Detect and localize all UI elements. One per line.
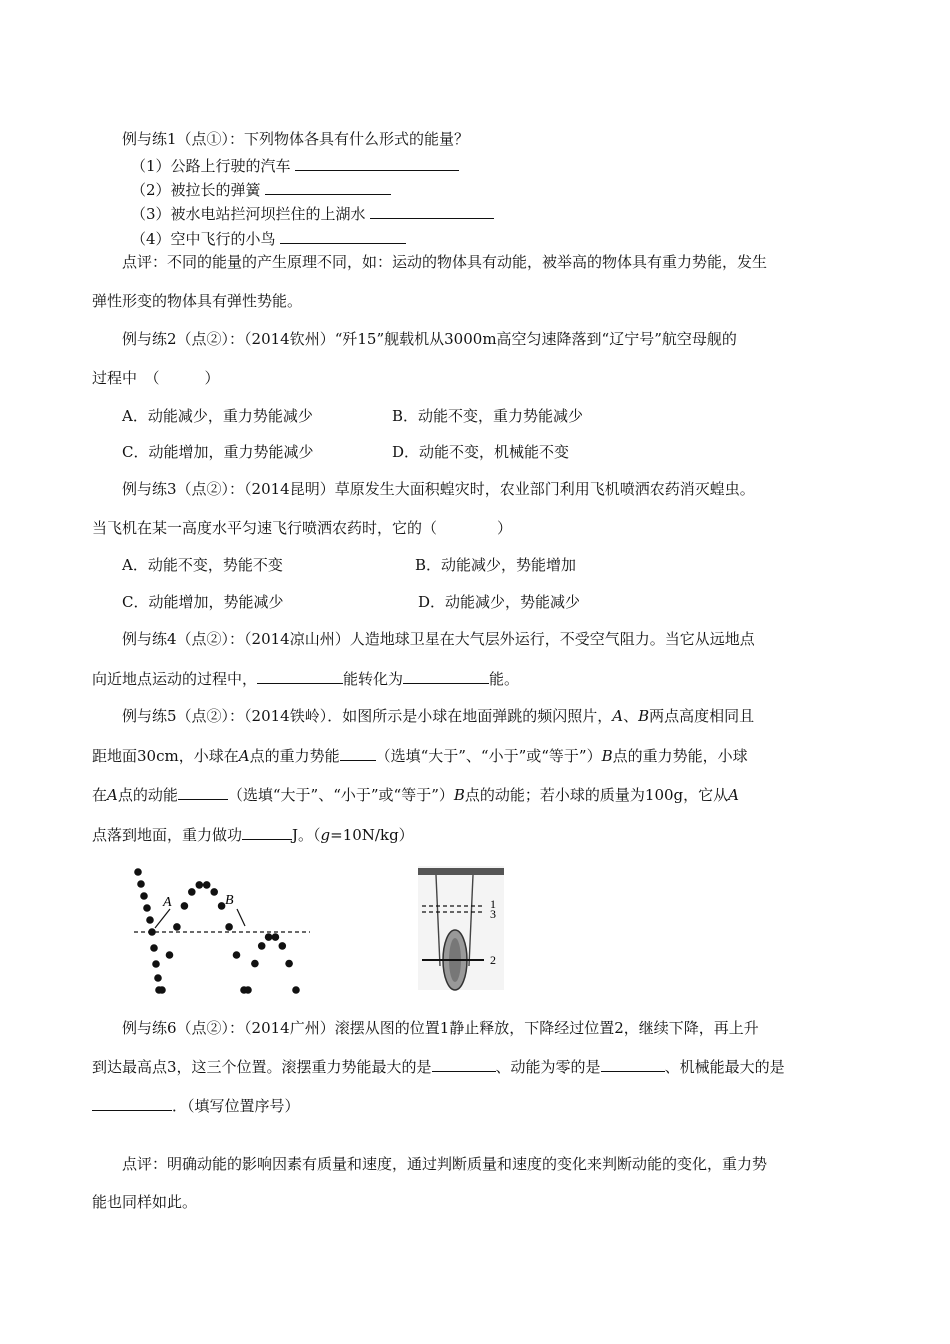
ex5-line1: 例与练5（点②）：（2014铁岭）．如图所示是小球在地面弹跳的频闪照片，A、B两点高度相同且 <box>122 707 755 725</box>
ex3-option-c: C．动能增加，势能减少 <box>122 593 284 611</box>
ex2-question-line2: 过程中 （ ） <box>92 369 220 387</box>
top-bar <box>418 868 504 875</box>
ball-dot <box>196 881 204 889</box>
ball-dot <box>203 881 211 889</box>
ball-dot <box>166 951 174 959</box>
position-label-2: 2 <box>490 953 496 967</box>
label-b: B <box>225 893 234 908</box>
ex1-comment-line1: 点评：不同的能量的产生原理不同，如：运动的物体具有动能，被举高的物体具有重力势能，发生 <box>122 253 768 271</box>
ex4-question-line2: 向近地点运动的过程中， 能转化为 能。 <box>92 670 520 688</box>
ball-dot <box>140 892 148 900</box>
ball-dot <box>272 933 280 941</box>
ball-dot <box>225 923 233 931</box>
ball-dot <box>258 942 266 950</box>
label-a: A <box>163 895 172 910</box>
ex3-question-line1: 例与练3（点②）：（2014昆明）草原发生大面积蝗灾时，农业部门利用飞机喷洒农药消灭蝗虫。 <box>122 480 755 498</box>
ex1-comment-line2: 弹性形变的物体具有弹性势能。 <box>92 292 303 310</box>
ex2-option-d: D．动能不变，机械能不变 <box>392 443 570 461</box>
arrow-a <box>155 909 170 928</box>
ex6-question-line2: 到达最高点3，这三个位置。滚摆重力势能最大的是 、动能为零的是 、机械能最大的是 <box>92 1058 785 1076</box>
ex6-comment-line2: 能也同样如此。 <box>92 1193 198 1211</box>
ex1-item-2: （2）被拉长的弹簧 <box>131 179 391 200</box>
ex2-option-c: C．动能增加，重力势能减少 <box>122 443 314 461</box>
ball-dot <box>134 868 142 876</box>
answer-blank[interactable] <box>403 668 489 684</box>
ball-dot <box>188 888 196 896</box>
ball-dot <box>152 960 160 968</box>
ex6-question-line1: 例与练6（点②）：（2014广州）滚摆从图的位置1静止释放，下降经过位置2，继续下降，再上升 <box>122 1019 759 1037</box>
ball-dot <box>265 933 273 941</box>
ex3-question-line2: 当飞机在某一高度水平匀速飞行喷洒农药时，它的（ ） <box>92 519 513 537</box>
ex4-question-line1: 例与练4（点②）：（2014凉山州）人造地球卫星在大气层外运行，不受空气阻力。当它从远地点 <box>122 630 755 648</box>
ex5-line3: 在A点的动能 （选填“大于”、“小于”或“等于”）B点的动能；若小球的质量为100g，它从A <box>92 786 739 804</box>
ball-dot <box>143 904 151 912</box>
ball-dot <box>137 880 145 888</box>
ex1-question: 例与练1（点①）：下列物体各具有什么形式的能量？ <box>122 130 470 148</box>
position-label-3: 3 <box>490 907 496 921</box>
ball-dot <box>233 951 241 959</box>
rolling-pendulum-figure <box>410 866 522 996</box>
ball-dot <box>244 986 252 994</box>
ex3-option-b: B．动能减少，势能增加 <box>415 556 577 574</box>
ball-dot <box>148 928 156 936</box>
answer-blank[interactable] <box>370 203 494 219</box>
answer-blank[interactable] <box>257 668 343 684</box>
ball-dot <box>181 902 189 910</box>
ball-dot <box>279 942 287 950</box>
ex5-line4: 点落到地面，重力做功 J。（g=10N/kg） <box>92 826 414 844</box>
ball-dot <box>251 960 259 968</box>
position-label-1: 1 <box>490 897 496 911</box>
ex1-item-3: （3）被水电站拦河坝拦住的上湖水 <box>131 203 494 224</box>
ball-dot <box>173 923 181 931</box>
ball-dot <box>154 974 162 982</box>
answer-blank[interactable] <box>432 1056 496 1072</box>
answer-blank[interactable] <box>340 745 376 761</box>
ex2-option-b: B．动能不变，重力势能减少 <box>392 407 584 425</box>
answer-blank[interactable] <box>92 1095 172 1111</box>
ex6-question-line3: ．（填写位置序号） <box>92 1095 300 1116</box>
ex3-option-d: D．动能减少，势能减少 <box>418 593 581 611</box>
ex5-line2: 距地面30cm，小球在A点的重力势能 （选填“大于”、“小于”或“等于”）B点的重力势能，小球 <box>92 747 748 765</box>
ball-dot <box>158 986 166 994</box>
ball-dot-trail <box>134 868 300 994</box>
ball-dot <box>210 888 218 896</box>
ex3-option-a: A．动能不变，势能不变 <box>122 556 283 574</box>
ex2-option-a: A．动能减少，重力势能减少 <box>122 407 313 425</box>
ball-dot <box>292 986 300 994</box>
answer-blank[interactable] <box>280 228 406 244</box>
ball-dot <box>150 944 158 952</box>
answer-blank[interactable] <box>178 784 228 800</box>
answer-blank[interactable] <box>601 1056 665 1072</box>
ex1-item-1: （1）公路上行驶的汽车 <box>131 155 459 176</box>
answer-blank[interactable] <box>295 155 459 171</box>
bouncing-ball-figure <box>128 866 318 996</box>
arrow-b <box>237 909 245 926</box>
answer-blank[interactable] <box>265 179 391 195</box>
ball-dot <box>146 916 154 924</box>
ex1-item-4: （4）空中飞行的小鸟 <box>131 228 406 249</box>
answer-blank[interactable] <box>242 824 292 840</box>
ex2-question-line1: 例与练2（点②）：（2014钦州）“歼15”舰载机从3000m高空匀速降落到“辽宁号”航空母舰的 <box>122 330 737 348</box>
ex6-comment-line1: 点评：明确动能的影响因素有质量和速度，通过判断质量和速度的变化来判断动能的变化，重力势 <box>122 1155 768 1173</box>
ball-dot <box>285 960 293 968</box>
